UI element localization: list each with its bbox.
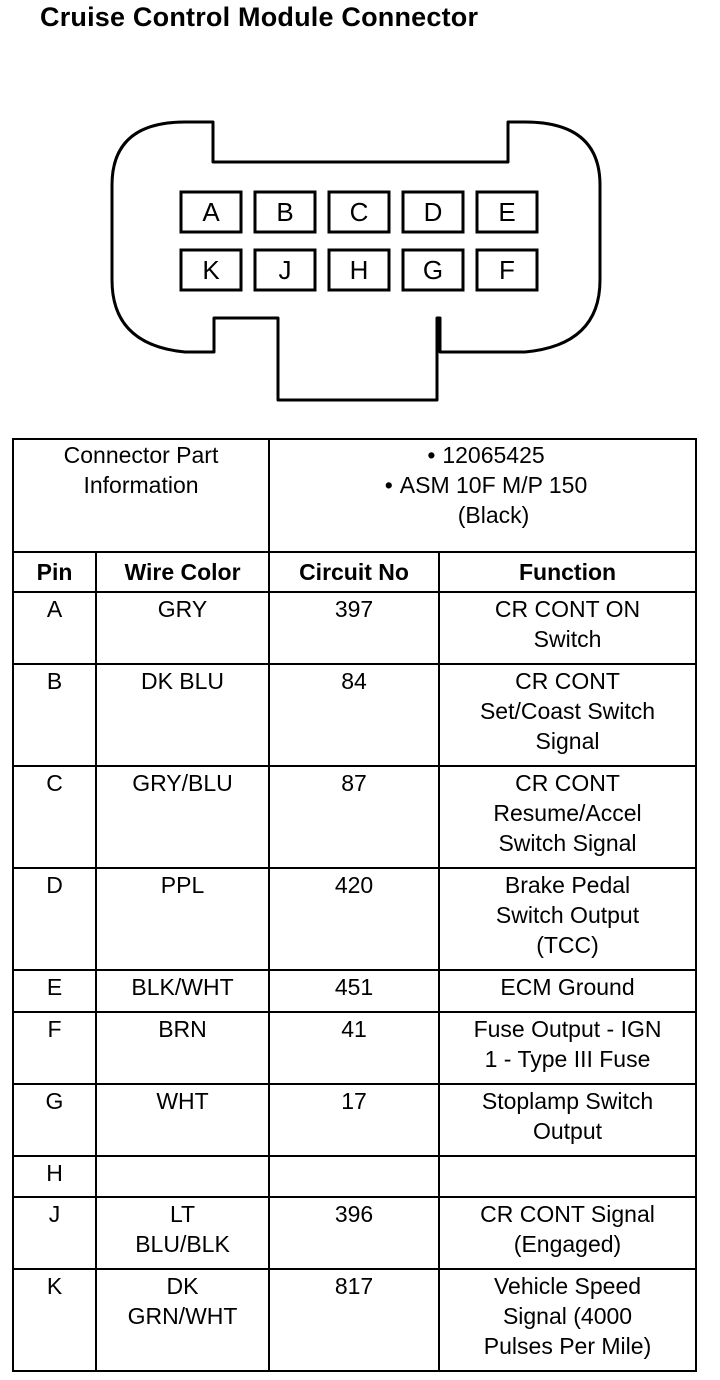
function-cell [439, 970, 696, 1012]
function-cell [439, 1197, 696, 1269]
function-line: Pulses Per Mile) [483, 1333, 652, 1359]
table-header-row [13, 552, 696, 592]
wire-color-line: GRY [157, 596, 208, 622]
connector-pin-label: F [499, 255, 515, 285]
table-row [13, 1269, 696, 1371]
function-line: Resume/Accel [493, 800, 642, 826]
function-line: Signal [535, 728, 600, 754]
wire-color-cell [96, 1084, 269, 1156]
connector-pin-label: J [278, 255, 292, 285]
connector-pin-h [329, 250, 389, 290]
bullet-icon: • [384, 472, 393, 498]
circuit-no-cell: 41 [269, 1012, 439, 1084]
function-line: CR CONT ON [494, 596, 641, 622]
connector-pin-f [477, 250, 537, 290]
function-line: Fuse Output - IGN [473, 1016, 662, 1042]
pin-cell: F [13, 1012, 96, 1084]
part-info-label-line2: Information [83, 472, 199, 498]
function-cell [439, 1084, 696, 1156]
connector-pin-g [403, 250, 463, 290]
wire-color-line: GRY/BLU [132, 770, 233, 796]
part-info-label [13, 439, 269, 552]
connector-pin-label: E [498, 197, 516, 227]
wire-color-line: GRN/WHT [127, 1303, 238, 1329]
function-line: Brake Pedal [504, 872, 631, 898]
page-title: Cruise Control Module Connector [40, 2, 479, 32]
part-info-values [269, 439, 696, 552]
pin-cell: D [13, 868, 96, 970]
circuit-no-cell: 817 [269, 1269, 439, 1371]
function-line: (Engaged) [513, 1231, 622, 1257]
circuit-no-cell: 396 [269, 1197, 439, 1269]
part-color-line [273, 500, 692, 530]
bullet-icon: • [427, 442, 436, 468]
circuit-no-cell [269, 1156, 439, 1197]
circuit-no-cell: 87 [269, 766, 439, 868]
function-line: CR CONT Signal [480, 1201, 655, 1227]
function-line: Switch Output [495, 902, 640, 928]
part-info-row [13, 439, 696, 552]
pin-cell: B [13, 664, 96, 766]
part-description: ASM 10F M/P 150 [399, 472, 588, 498]
connector-pin-label: C [349, 197, 369, 227]
connector-pin-label: A [202, 197, 220, 227]
table-row [13, 1197, 696, 1269]
connector-pin-e [477, 192, 537, 232]
function-line: Output [532, 1118, 603, 1144]
circuit-no-cell: 397 [269, 592, 439, 664]
pin-cell: G [13, 1084, 96, 1156]
table-row [13, 1012, 696, 1084]
connector-pin-j [255, 250, 315, 290]
circuit-no-cell: 17 [269, 1084, 439, 1156]
part-description-line [273, 470, 692, 500]
function-cell [439, 868, 696, 970]
table-row [13, 970, 696, 1012]
wire-color-cell [96, 592, 269, 664]
header-wire-color: Wire Color [96, 552, 269, 592]
header-function: Function [439, 552, 696, 592]
header-pin: Pin [13, 552, 96, 592]
connector-pin-a [181, 192, 241, 232]
part-number: 12065425 [442, 442, 545, 468]
wire-color-cell [96, 1156, 269, 1197]
circuit-no-cell: 84 [269, 664, 439, 766]
part-color: (Black) [457, 502, 530, 528]
wire-color-line: BLU/BLK [135, 1231, 230, 1257]
connector-pin-table [12, 438, 697, 1372]
wire-color-line: DK BLU [140, 668, 225, 694]
connector-pin-label: B [276, 197, 294, 227]
pin-cell: H [13, 1156, 96, 1197]
function-line: (TCC) [536, 932, 599, 958]
pin-cell: C [13, 766, 96, 868]
wire-color-cell [96, 1269, 269, 1371]
wire-color-cell [96, 1012, 269, 1084]
part-number-line [273, 440, 692, 470]
function-line: Switch [533, 626, 602, 652]
table-row [13, 1156, 696, 1197]
connector-pin-label: G [422, 255, 444, 285]
function-line: ECM Ground [500, 974, 635, 1000]
table-row [13, 766, 696, 868]
table-row [13, 868, 696, 970]
pin-cell: A [13, 592, 96, 664]
pin-cell: J [13, 1197, 96, 1269]
wire-color-line: BRN [158, 1016, 207, 1042]
wire-color-line: PPL [160, 872, 205, 898]
connector-top-row [181, 192, 537, 232]
function-cell [439, 1269, 696, 1371]
wire-color-line: BLK/WHT [131, 974, 234, 1000]
wire-color-cell [96, 1197, 269, 1269]
pin-cell: K [13, 1269, 96, 1371]
function-cell [439, 1012, 696, 1084]
wire-color-cell [96, 868, 269, 970]
connector-pin-label: K [202, 255, 220, 285]
function-line: CR CONT [515, 770, 620, 796]
function-line: Vehicle Speed [493, 1273, 642, 1299]
circuit-no-cell: 420 [269, 868, 439, 970]
connector-pin-b [255, 192, 315, 232]
table-row [13, 592, 696, 664]
wire-color-line: DK [166, 1273, 199, 1299]
part-info-label-line1: Connector Part [63, 442, 219, 468]
pin-cell: E [13, 970, 96, 1012]
function-line: Signal (4000 [502, 1303, 633, 1329]
wire-color-cell [96, 970, 269, 1012]
header-circuit-no: Circuit No [269, 552, 439, 592]
connector-pin-c [329, 192, 389, 232]
table-row [13, 664, 696, 766]
wire-color-line: WHT [156, 1088, 209, 1114]
function-line: Set/Coast Switch [479, 698, 656, 724]
wire-color-cell [96, 766, 269, 868]
function-cell [439, 592, 696, 664]
function-cell [439, 766, 696, 868]
connector-diagram [0, 0, 720, 420]
table-row [13, 1084, 696, 1156]
circuit-no-cell: 451 [269, 970, 439, 1012]
connector-pin-label: D [423, 197, 443, 227]
function-line: Stoplamp Switch [481, 1088, 654, 1114]
function-line: Switch Signal [498, 830, 637, 856]
function-line: 1 - Type III Fuse [484, 1046, 651, 1072]
connector-pin-label: H [349, 255, 369, 285]
connector-bottom-row [181, 250, 537, 290]
wire-color-cell [96, 664, 269, 766]
connector-pin-k [181, 250, 241, 290]
function-cell [439, 664, 696, 766]
function-line: CR CONT [515, 668, 620, 694]
function-cell [439, 1156, 696, 1197]
connector-pin-d [403, 192, 463, 232]
wire-color-line: LT [169, 1201, 196, 1227]
